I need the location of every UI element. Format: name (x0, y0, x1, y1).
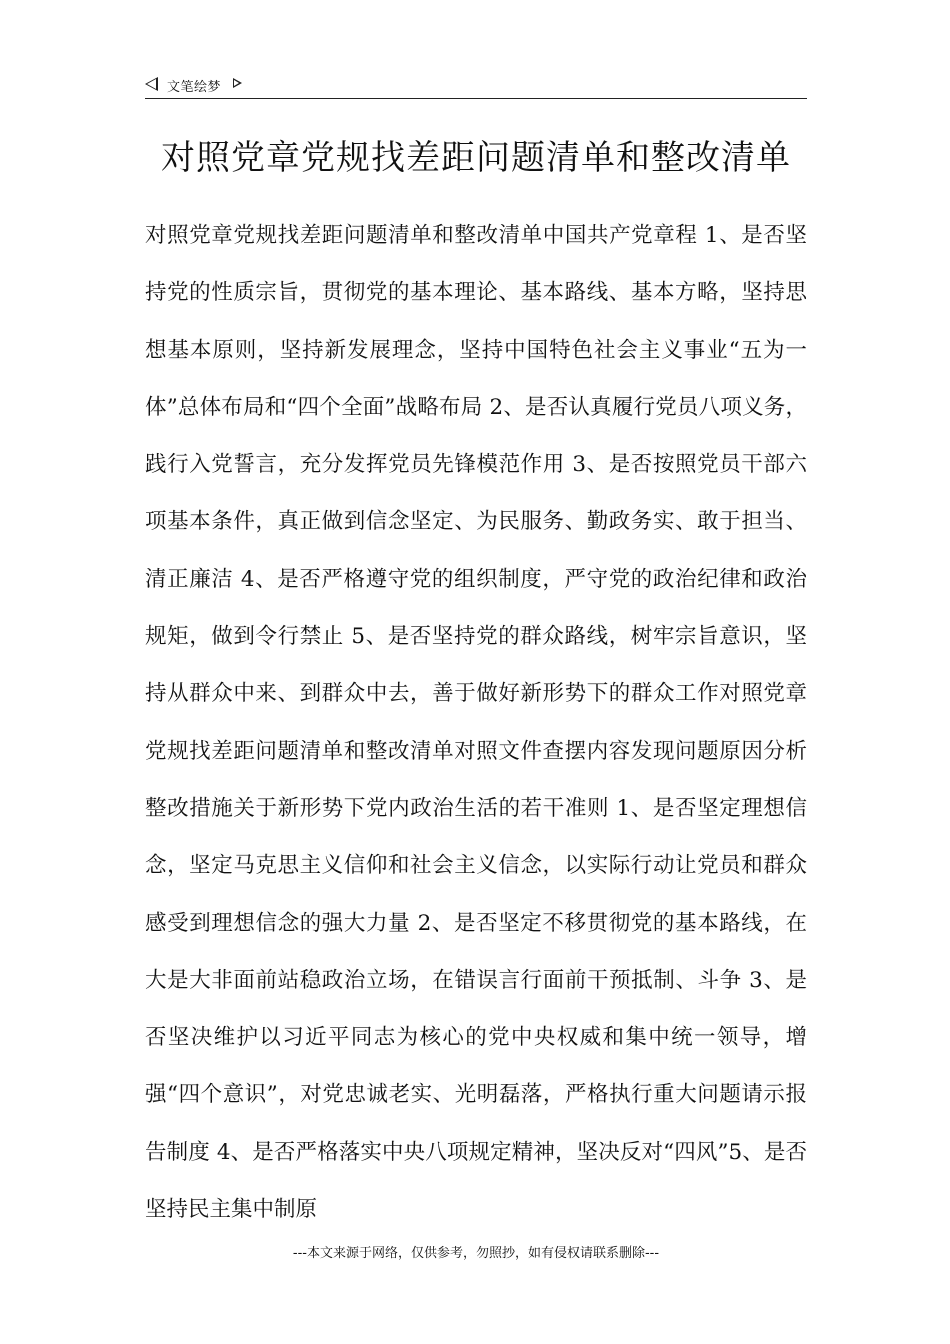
page-header (145, 72, 807, 99)
document-body: 对照党章党规找差距问题清单和整改清单中国共产党章程 1、是否坚持党的性质宗旨，贯彻党的基本理论、基本路线、基本方略，坚持思想基本原则，坚持新发展理念，坚持中国特色社会主义事业“五为一体”总体布局和“四个全面”战略布局 2、是否认真履行党员八项义务，践行入党誓言，充分发挥党员先锋模范作用 3、是否按照党员干部六项基本条件，真正做到信念坚定、为民服务、勤政务实、敢于担当、清正廉洁 4、是否严格遵守党的组织制度，严守党的政治纪律和政治规矩，做到令行禁止 5、是否坚持党的群众路线，树牢宗旨意识，坚持从群众中来、到群众中去，善于做好新形势下的群众工作对照党章党规找差距问题清单和整改清单对照文件查摆内容发现问题原因分析整改措施关于新形势下党内政治生活的若干准则 1、是否坚定理想信念，坚定马克思主义信仰和社会主义信念，以实际行动让党员和群众感受到理想信念的强大力量 2、是否坚定不移贯彻党的基本路线，在大是大非面前站稳政治立场，在错误言行面前干预抵制、斗争 3、是否坚决维护以习近平同志为核心的党中央权威和集中统一领导，增强“四个意识”，对党忠诚老实、光明磊落，严格执行重大问题请示报告制度 4、是否严格落实中央八项规定精神，坚决反对“四风”5、是否坚持民主集中制原 (145, 223, 807, 1223)
triangle-left-icon (145, 77, 158, 91)
footer-notice: ---本文来源于网络，仅供参考，勿照抄，如有侵权请联系删除--- (292, 1246, 660, 1261)
document-title: 对照党章党规找差距问题清单和整改清单 (161, 138, 791, 178)
header-brand: 文笔绘梦 (167, 80, 222, 95)
triangle-right-icon (233, 78, 242, 88)
